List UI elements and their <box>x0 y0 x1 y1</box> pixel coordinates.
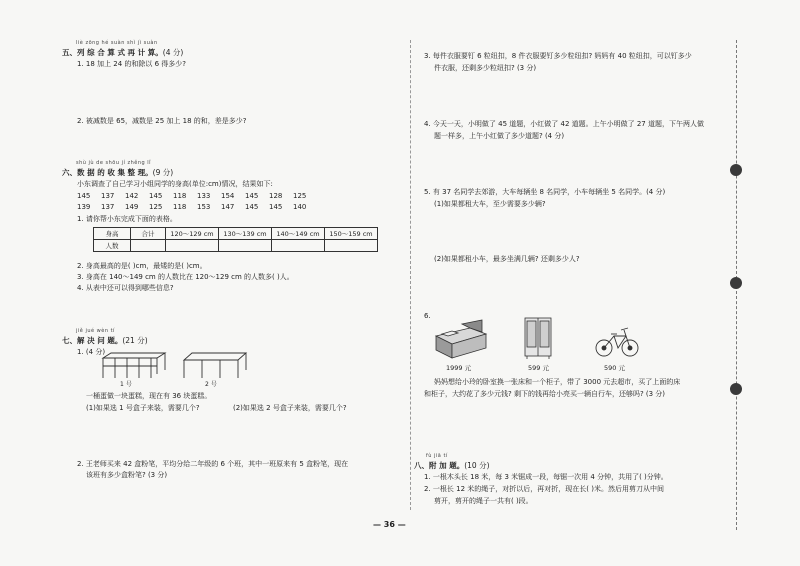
right-question-6-line-2: 和柜子，大约花了多少元钱? 剩下的钱再给小亮买一辆自行车，还够吗? (3 分) <box>424 390 666 398</box>
exam-page: liè zōng hé suàn shì jì suàn 五、列 综 合 算 式 再 计 算。(4 分) 1. 18 加上 24 的和除以 6 得多少? 2. 被减数是 65，减数是 25 加上 18 的和，差是多少? shù jù de shōu jí zhěng lǐ 六、数 据 的 收 集 整 理。(9 分) 小东调查了自己学习小组同学的身高(单位:cm)情况，结果如下: 145 137 142 145 118 133 154 145 128 125 139 137 149 125 118 153 147 145 145 140 1. 请你帮小东完成下面的表格。 身高 合计 120～129 cm 130～139 cm 140～149 cm 150～159 cm 人数 2. 身高最高的是( )cm，最矮的是( )cm。 3. 身高在 140～149 cm 的人数比在 120～129 cm 的人数多( )人。 4. 从表中还可以得到哪些信息? jiě jué wèn tí 七、解 决 问 题。(21 分) 1. (4 分) 1 号 2 号 一桶蛋做一块蛋糕，现在有 36 块蛋糕。 (1)如果选 1 号盒子来装，需要几个? (2)如果选 2 号盒子来装，需要几个? 2. 王老师买来 42 盒粉笔，平均分给二年级的 6 个班，其中一班原来有 5 盒粉笔，现在 该班有多少盒粉笔? (3 分) 3. 每件衣服要钉 6 粒纽扣，8 件衣服要钉多少粒纽扣? 妈妈有 40 粒纽扣，可以钉多少 件衣服，还剩多少粒纽扣? (3 分) 4. 今天一天，小明做了 45 道题，小红做了 42 道题。上午小明做了 27 道题，下午两人做 题一样多，上午小红做了多少道题? (4 分) 5. 有 37 名同学去郊游，大车每辆坐 8 名同学，小车每辆坐 5 名同学。(4 分) (1)如果都租大车，至少需要多少辆? (2)如果都租小车，最多坐满几辆? 还剩多少人? 6. 1999 元 599 元 590 元 妈妈想给小玲的卧室换一张床和一个柜子，带了 3000 元去超市，买了上面的床 和柜子，大约花了多少元钱? 剩下的钱再给小亮买一辆自行车，还够吗? (3 分) fù jiā tí 八、附 加 题。(10 分) 1. 一根木头长 18 米，每 3 米锯成一段，每锯一次用 4 分钟，共用了( )分钟。 2. 一根长 12 米的绳子，对折以后，再对折，现在长( )米。然后用剪刀从中间 剪开，剪开的绳子一共有( )段。 — 36 — <box>0 0 800 566</box>
box-2-label: 2 号 <box>205 381 217 388</box>
section7-question-1-text: 一桶蛋做一块蛋糕，现在有 36 块蛋糕。 <box>86 392 212 400</box>
right-question-6-line-1: 妈妈想给小玲的卧室换一张床和一个柜子，带了 3000 元去超市，买了上面的床 <box>434 378 681 386</box>
right-question-6-label: 6. <box>424 312 431 320</box>
section8-question-2-line-2: 剪开，剪开的绳子一共有( )段。 <box>434 497 533 505</box>
wardrobe-price: 599 元 <box>528 364 549 372</box>
section6-pinyin: shù jù de shōu jí zhěng lǐ <box>76 160 152 166</box>
bicycle-illustration <box>594 322 640 358</box>
section5-question-2: 2. 被减数是 65，减数是 25 加上 18 的和，差是多少? <box>77 117 247 125</box>
section7-title: 七、解 决 问 题。(21 分) <box>62 336 148 345</box>
table-cell[interactable] <box>131 240 166 252</box>
table-header-cell: 合计 <box>131 228 166 240</box>
section5-pinyin: liè zōng hé suàn shì jì suàn <box>76 40 158 46</box>
bed-illustration <box>432 318 490 360</box>
section6-question-3: 3. 身高在 140～149 cm 的人数比在 120～129 cm 的人数多( )人。 <box>77 273 294 281</box>
section5-question-1: 1. 18 加上 24 的和除以 6 得多少? <box>77 60 187 68</box>
table-header-cell: 140～149 cm <box>272 228 325 240</box>
table-cell[interactable] <box>219 240 272 252</box>
section5-title: 五、列 综 合 算 式 再 计 算。(4 分) <box>62 48 184 57</box>
section8-question-2-line-1: 2. 一根长 12 米的绳子，对折以后，再对折，现在长( )米。然后用剪刀从中间 <box>424 485 664 493</box>
table-row <box>94 240 378 252</box>
table-header-cell: 120～129 cm <box>166 228 219 240</box>
table-header-cell: 130～139 cm <box>219 228 272 240</box>
right-question-4-line-2: 题一样多，上午小红做了多少道题? (4 分) <box>434 132 565 140</box>
table-row <box>94 228 378 240</box>
binding-hole-marker <box>730 277 742 289</box>
section6-question-1: 1. 请你帮小东完成下面的表格。 <box>77 215 177 223</box>
right-question-5-sub-2: (2)如果都租小车，最多坐满几辆? 还剩多少人? <box>434 255 580 263</box>
section6-question-2: 2. 身高最高的是( )cm，最矮的是( )cm。 <box>77 262 207 270</box>
table-header-cell: 身高 <box>94 228 131 240</box>
section7-question-2-line-1: 2. 王老师买来 42 盒粉笔，平均分给二年级的 6 个班，其中一班原来有 5 盒粉笔，现在 <box>77 460 349 468</box>
column-divider <box>410 40 411 510</box>
section7-question-1-sub-2: (2)如果选 2 号盒子来装，需要几个? <box>233 404 347 412</box>
section6-intro: 小东调查了自己学习小组同学的身高(单位:cm)情况，结果如下: <box>77 180 273 188</box>
height-table <box>93 227 378 252</box>
section7-question-1-label: 1. (4 分) <box>77 348 106 356</box>
section8-pinyin: fù jiā tí <box>426 453 448 459</box>
table-cell[interactable] <box>272 240 325 252</box>
section8-title: 八、附 加 题。(10 分) <box>414 461 490 470</box>
right-question-5-sub-1: (1)如果都租大车，至少需要多少辆? <box>434 200 546 208</box>
section6-title: 六、数 据 的 收 集 整 理。(9 分) <box>62 168 174 177</box>
table-header-cell: 150～159 cm <box>325 228 378 240</box>
bed-price: 1999 元 <box>446 364 472 372</box>
right-question-3-line-2: 件衣服，还剩多少粒纽扣? (3 分) <box>434 64 537 72</box>
wardrobe-illustration <box>523 316 553 360</box>
right-question-3-line-1: 3. 每件衣服要钉 6 粒纽扣，8 件衣服要钉多少粒纽扣? 妈妈有 40 粒纽扣，可以钉多少 <box>424 52 692 60</box>
box-1-illustration <box>95 352 170 382</box>
section6-question-4: 4. 从表中还可以得到哪些信息? <box>77 284 174 292</box>
binding-hole-marker <box>730 164 742 176</box>
section7-pinyin: jiě jué wèn tí <box>76 328 115 334</box>
table-cell[interactable] <box>325 240 378 252</box>
section7-question-2-line-2: 该班有多少盒粉笔? (3 分) <box>86 471 168 479</box>
page-number: — 36 — <box>373 520 406 529</box>
box-1-label: 1 号 <box>120 381 132 388</box>
section7-question-1-sub-1: (1)如果选 1 号盒子来装，需要几个? <box>86 404 200 412</box>
table-cell[interactable] <box>166 240 219 252</box>
section8-question-1: 1. 一根木头长 18 米，每 3 米锯成一段，每锯一次用 4 分钟，共用了( )分钟。 <box>424 473 668 481</box>
right-question-5-line-1: 5. 有 37 名同学去郊游，大车每辆坐 8 名同学，小车每辆坐 5 名同学。(4 分) <box>424 188 666 196</box>
bicycle-price: 590 元 <box>604 364 625 372</box>
binding-hole-marker <box>730 383 742 395</box>
box-2-illustration <box>178 352 253 382</box>
right-question-4-line-1: 4. 今天一天，小明做了 45 道题，小红做了 42 道题。上午小明做了 27 道题，下午两人做 <box>424 120 704 128</box>
table-row-label: 人数 <box>94 240 131 252</box>
